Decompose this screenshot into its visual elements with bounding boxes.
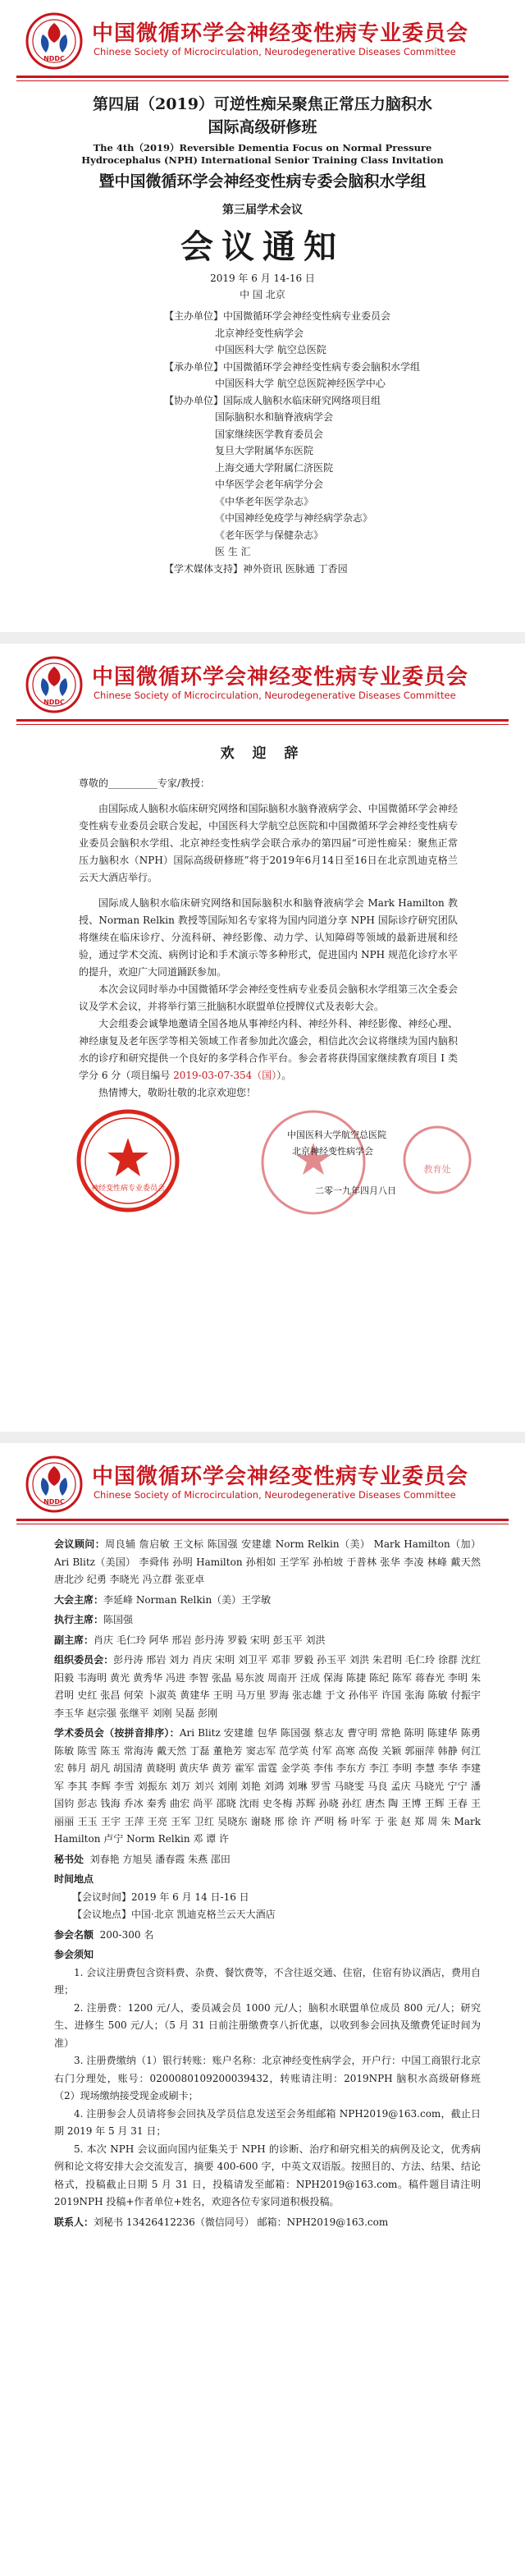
notice-sheet-1 — [0, 0, 525, 632]
org-coorg-item: 医 生 汇 — [215, 546, 251, 557]
project-code: 2019-03-07-354（国） — [173, 1070, 277, 1081]
conference-details — [0, 1536, 525, 2231]
notice-sheet-2 — [0, 644, 525, 1432]
contact: 联系人：刘秘书 13426412236（微信同号） 邮箱：NPH2019@163.com — [54, 2216, 389, 2228]
org-organizer-row: 【承办单位】中国微循环学会神经变性病专委会脑积水学组 — [164, 360, 421, 373]
hospital-seal — [259, 1108, 368, 1217]
conference-chair: 大会主席：李延峰 Norman Relkin（美）王学敏 — [54, 1593, 272, 1606]
notice-heading: 会议通知 — [180, 227, 345, 266]
academic-committee: 学术委员会（按拼音排序）：Ari Blitz 安建雄 包华 陈国强 蔡志友 曹守明 常艳 陈明 陈建华 陈勇 陈敏 陈雪 陈玉 常海涛 戴天然 丁磊 董艳芳 窦志军 范学英 付军 高寒 高俊 关颖 郭丽萍 韩静 何江宏 韩月 胡凡 胡国清 黄晓明 黄庆华 黄芳 霍军 雷霆 金学英 李伟 李东方 李江 李明 李慧 李华 李建军 李其 李辉 李雪 刘振东 刘万 刘兴 刘刚 刘艳 刘鸿 刘琳 罗雪 马晓雯 马良 孟庆 马晓光 宁宁 潘国钧 彭志 钱海 乔冰 秦秀 曲宏 尚平 邵晓 沈雨 史冬梅 苏辉 孙晓 孙红 唐杰 陶 王博 王辉 王春 王丽丽 王玉 王宇 王萍 王亮 王军 卫红 吴晓东 谢晓 邢 徐 许 严明 杨 叶军 于 张 赵 郑 周 朱 Mark Hamilton 卢宁 Norm Relkin 邓 谭 许 — [54, 1727, 481, 1845]
committee-logo — [25, 11, 84, 71]
event-title-line2: 国际高级研修班 — [208, 118, 317, 136]
secretariat: 秘书处 刘春艳 方旭昊 潘春霞 朱燕 邵田 — [54, 1853, 231, 1865]
logo-lettering: NDDC — [43, 55, 65, 62]
letterhead-rule-thin — [16, 80, 509, 81]
welcome-closing: 热情博大，敬盼壮敬的北京欢迎您！ — [98, 1087, 257, 1098]
seals-area — [0, 1108, 525, 1215]
letterhead-rule — [16, 76, 509, 78]
event-date: 2019 年 6 月 14-16 日 — [210, 273, 315, 284]
org-coorg-item: 复旦大学附属华东医院 — [215, 445, 314, 456]
letterhead-en: Chinese Society of Microcirculation, Neurodegenerative Diseases Committee — [94, 690, 456, 701]
org-coorg-item: 上海交通大学附属仁济医院 — [215, 461, 334, 474]
org-coorg-item: 《中国神经免疫学与神经病学杂志》 — [215, 512, 373, 524]
letterhead-cn: 中国微循环学会神经变性病专业委员会 — [92, 21, 469, 46]
letterhead — [0, 1443, 525, 1519]
org-host-row: 【主办单位】中国微循环学会神经变性病专业委员会 — [164, 310, 391, 322]
svg-text:NDDC: NDDC — [43, 699, 65, 706]
seal-lettering: 教育处 — [423, 1164, 451, 1175]
letterhead-cn: 中国微循环学会神经变性病专业委员会 — [92, 1464, 469, 1489]
committee-logo — [25, 655, 84, 714]
meeting-time: 【会议时间】2019 年 6 月 14 日-16 日 — [72, 1891, 249, 1903]
svg-text:NDDC: NDDC — [43, 1498, 65, 1506]
org-coorg-item: 《老年医学与保健杂志》 — [215, 529, 324, 541]
event-title: 第四届（2019）可逆性痴呆聚焦正常压力脑积水 — [93, 95, 432, 113]
org-organizer-item: 中国医科大学 航空总医院神经医学中心 — [215, 378, 386, 389]
org-coorg-item: 《中华老年医学杂志》 — [215, 495, 314, 507]
event-subtitle: 暨中国微循环学会神经变性病专委会脑积水学组 — [98, 172, 427, 190]
org-media-row: 【学术媒体支持】神外资讯 医脉通 丁香园 — [164, 562, 348, 575]
signature-org: 中国医科大学航空总医院 — [287, 1130, 386, 1140]
org-coorg-row: 【协办单位】国际成人脑积水临床研究网络项目组 — [164, 394, 381, 406]
org-host-item: 中国医科大学 航空总医院 — [215, 344, 326, 355]
welcome-body — [0, 775, 525, 1102]
letterhead-rule — [16, 1519, 509, 1521]
seal-lettering: 神经变性病专业委员会 — [90, 1185, 166, 1193]
org-coorg-item: 中华医学会老年病学分会 — [215, 479, 324, 490]
welcome-paragraph-credits: 大会组委会诚挚地邀请全国各地从事神经内科、神经外科、神经影像、神经心理、神经康复及老年医学等相关领域工作者参加此次盛会，相信此次会议将继续为国内脑积水的诊疗和研究提供一个良好的多学科合作平台。参会者将获得国家继续教育项目 I 类学分 6 分（项目编号 2019-03-07-354（国））。 — [79, 1018, 458, 1081]
event-place: 中 国 北京 — [240, 289, 285, 300]
org-host-item: 北京神经变性病学会 — [215, 327, 304, 339]
org-coorg-item: 国家继续医学教育委员会 — [215, 428, 324, 440]
org-coorg-item: 国际脑积水和脑脊液病学会 — [215, 411, 334, 423]
letterhead-rule — [16, 719, 509, 722]
education-office-seal — [400, 1123, 474, 1197]
organizing-committee: 组织委员会：彭丹涛 邢岩 刘力 肖庆 宋明 刘卫平 邓菲 罗毅 孙玉平 刘洪 朱君明 毛仁玲 徐群 沈红 阳毅 韦海明 黄光 黄秀华 冯进 李智 张晶 易东波 周南开 汪成 保海 陈捷 陈纪 陈军 蒋春光 李明 朱君明 史红 张昌 何荣 卜淑英 黄建华 王明 马万里 罗海 张志雄 于文 孙伟平 许国 张海 陈敏 付振宇 李玉华 赵宗强 张继平 刘刚 吴磊 彭刚 — [54, 1654, 481, 1719]
committee-seal — [75, 1108, 180, 1213]
letterhead-en: Chinese Society of Microcirculation, Neurodegenerative Diseases Committee — [94, 46, 456, 57]
notice-item: 4. 注册参会人员请将参会回执及学员信息发送至会务组邮箱 NPH2019@163.com，截止日期 2019 年 5 月 31 日； — [54, 2107, 481, 2137]
notice-item: 5. 本次 NPH 会议面向国内征集关于 NPH 的诊断、治疗和研究相关的病例及论文，优秀病例和论文将安排大会交流发言，摘要 400-600 字，中英文双语版。按照目的、方法、结果、结论格式，投稿截止日期 5 月 31 日，投稿请发至邮箱：NPH2019@163.com。稿件题目请注明 2019NPH 投稿+作者单位+姓名，欢迎各位专家同道积极投稿。 — [54, 2143, 481, 2207]
vice-chairs: 副主席：肖庆 毛仁玲 阿华 邢岩 彭丹涛 罗毅 宋明 彭玉平 刘洪 — [54, 1634, 326, 1646]
letterhead-rule-thin — [16, 724, 509, 725]
time-place-heading: 时间地点 — [54, 1873, 94, 1885]
letterhead — [0, 644, 525, 719]
committee-logo — [25, 1455, 84, 1514]
signature-org: 北京神经变性病学会 — [292, 1146, 373, 1157]
page-separator — [0, 632, 525, 644]
organizer-list — [164, 308, 525, 577]
event-title-en: The 4th（2019）Reversible Dementia Focus on Normal Pressure Hydrocephalus (NPH) International Senior Training Class Invitation — [81, 142, 444, 166]
welcome-paragraph: 本次会议同时举办中国微循环学会神经变性病专业委员会脑积水学组第三次全委会议及学术会议，并将举行第三批脑积水联盟单位授牌仪式及表彰大会。 — [79, 983, 458, 1012]
page-separator — [0, 1432, 525, 1443]
letterhead-cn: 中国微循环学会神经变性病专业委员会 — [92, 665, 469, 690]
notice-sheet-3 — [0, 1443, 525, 2576]
welcome-paragraph: 由国际成人脑积水临床研究网络和国际脑积水脑脊液病学会、中国微循环学会神经变性病专业委员会联合发起，中国医科大学航空总医院和中国微循环学会神经变性病专业委员会脑积水学组、北京神经变性病学会联合承办的第四届“可逆性痴呆：聚焦正常压力脑积水（NPH）国际高级研修班”将于2019年6月14日至16日在北京凯迪克格兰云天大酒店举行。 — [79, 803, 458, 883]
welcome-greeting: 尊敬的__________专家/教授： — [79, 777, 211, 789]
executive-chair: 执行主席：陈国强 — [54, 1614, 134, 1625]
letterhead — [0, 0, 525, 76]
notice-item: 1. 会议注册费包含资料费、杂费、餐饮费等，不含往返交通、住宿，住宿有协议酒店，费用自理； — [54, 1966, 481, 1996]
meeting-place: 【会议地点】中国·北京 凯迪克格兰云天大酒店 — [72, 1909, 276, 1920]
notice-heading: 参会须知 — [54, 1949, 94, 1960]
sign-date: 二零一九年四月八日 — [315, 1185, 396, 1196]
attendee-count: 参会名额 200-300 名 — [54, 1928, 154, 1941]
advisors: 会议顾问：周良辅 詹启敏 王文标 陈国强 安建雄 Norm Relkin（美） Mark Hamilton（加） Ari Blitz（美国） 李舜伟 孙明 Hamilton 孙相如 王学军 孙柏坡 于普林 张华 李凌 林峰 戴天然 唐北沙 纪勇 李晓光 冯立群 张亚卓 — [54, 1538, 481, 1585]
event-session: 第三届学术会议 — [222, 204, 303, 217]
letterhead-en: Chinese Society of Microcirculation, Neurodegenerative Diseases Committee — [94, 1489, 456, 1501]
welcome-paragraph: 国际成人脑积水临床研究网络和国际脑积水和脑脊液病学会 Mark Hamilton 教授、Norman Relkin 教授等国际知名专家将为国内同道分享 NPH 国际诊疗研究团队将继续在临床诊疗、分流科研、神经影像、动力学、认知障碍等领域的最新进展和经验，通过学术交流、病例讨论和手术演示等多种形式，促进国内 NPH 规范化诊疗水平的提升，欢迎广大同道踊跃参加。 — [79, 897, 458, 978]
welcome-title: 欢 迎 辞 — [220, 745, 305, 762]
notice-item: 3. 注册费缴纳（1）银行转账：账户名称：北京神经变性病学会，开户行：中国工商银行北京右门分理处，账号：0200080109200039432，转账请注明：2019NPH 脑积水高级研修班（2）现场缴纳接受现金或刷卡； — [54, 2055, 481, 2102]
notice-item: 2. 注册费：1200 元/人，委员减会员 1000 元/人；脑积水联盟单位成员 800 元/人；研究生、进修生 500 元/人；（5 月 31 日前注册缴费享八折优惠，以收到参会回执及缴费凭证时间为准） — [54, 2001, 481, 2049]
